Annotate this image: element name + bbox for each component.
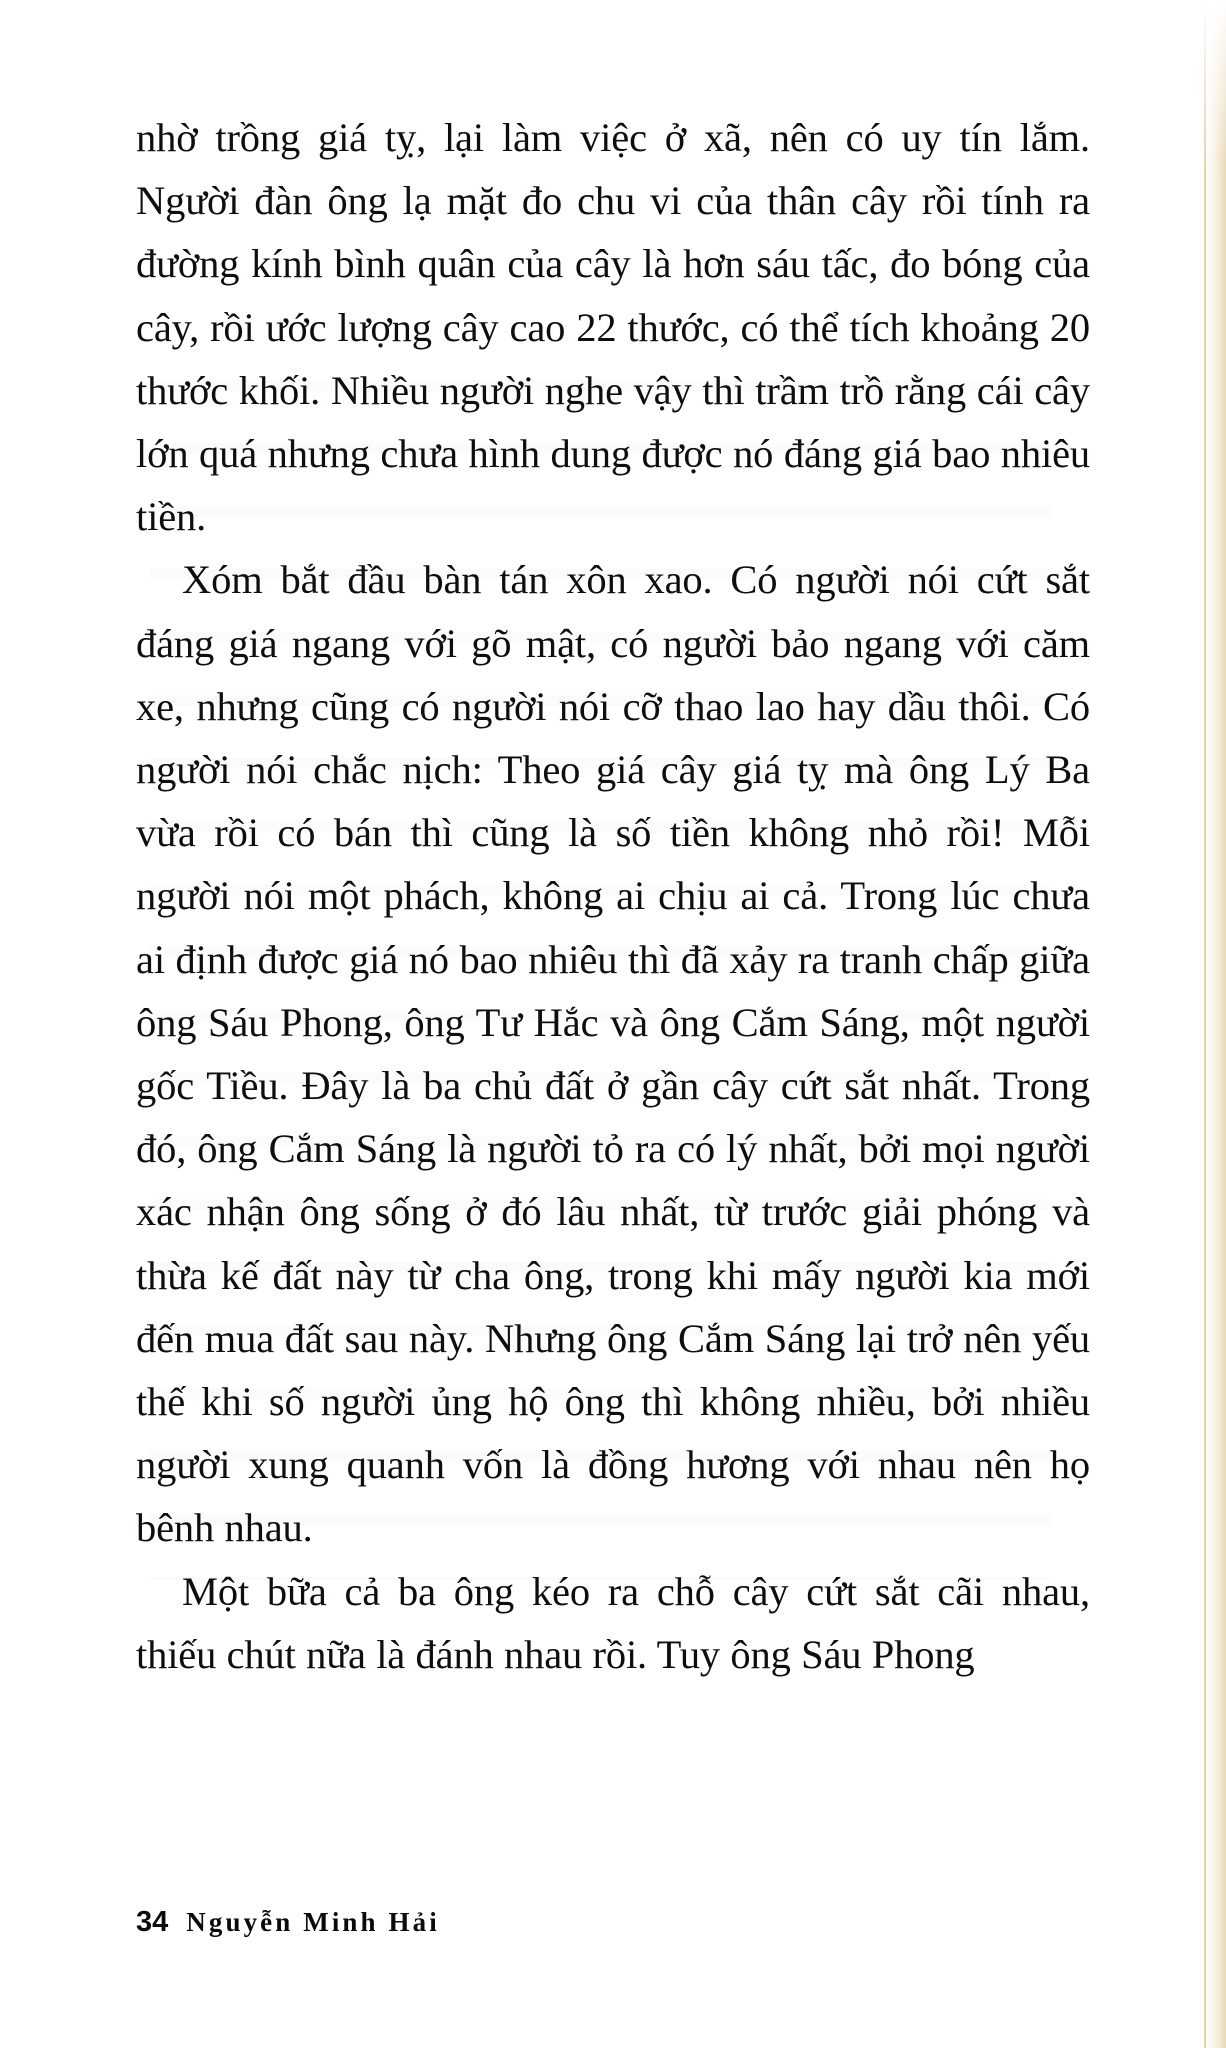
body-text-block [136, 106, 1090, 1686]
running-head-author: Nguyễn Minh Hải [186, 1907, 440, 1937]
page-edge-fade [1196, 0, 1226, 170]
paragraph: Xóm bắt đầu bàn tán xôn xao. Có người nói cứt sắt đáng giá ngang với gõ mật, có người bảo ngang với căm xe, nhưng cũng có người nói cỡ thao lao hay dầu thôi. Có người nói chắc nịch: Theo giá cây giá tỵ mà ông Lý Ba vừa rồi có bán thì cũng là số tiền không nhỏ rồi! Mỗi người nói một phách, không ai chịu ai cả. Trong lúc chưa ai định được giá nó bao nhiêu thì đã xảy ra tranh chấp giữa ông Sáu Phong, ông Tư Hắc và ông Cắm Sáng, một người gốc Tiều. Đây là ba chủ đất ở gần cây cứt sắt nhất. Trong đó, ông Cắm Sáng là người tỏ ra có lý nhất, bởi mọi người xác nhận ông sống ở đó lâu nhất, từ trước giải phóng và thừa kế đất này từ cha ông, trong khi mấy người kia mới đến mua đất sau này. Nhưng ông Cắm Sáng lại trở nên yếu thế khi số người ủng hộ ông thì không nhiều, bởi nhiều người xung quanh vốn là đồng hương với nhau nên họ bênh nhau. [136, 557, 1090, 1551]
paragraph: nhờ trồng giá tỵ, lại làm việc ở xã, nên có uy tín lắm. Người đàn ông lạ mặt đo chu vi của thân cây rồi tính ra đường kính bình quân của cây là hơn sáu tấc, đo bóng của cây, rồi ước lượng cây cao 22 thước, có thể tích khoảng 20 thước khối. Nhiều người nghe vậy thì trầm trồ rằng cái cây lớn quá nhưng chưa hình dung được nó đáng giá bao nhiêu tiền. [136, 115, 1090, 540]
page-footer [136, 1906, 440, 1939]
page-number: 34 [136, 1906, 169, 1938]
paragraph: Một bữa cả ba ông kéo ra chỗ cây cứt sắt cãi nhau, thiếu chút nữa là đánh nhau rồi. Tuy ông Sáu Phong [136, 1568, 1090, 1677]
page-edge-rule [1204, 0, 1206, 2048]
page-edge-strip [1204, 0, 1226, 2048]
